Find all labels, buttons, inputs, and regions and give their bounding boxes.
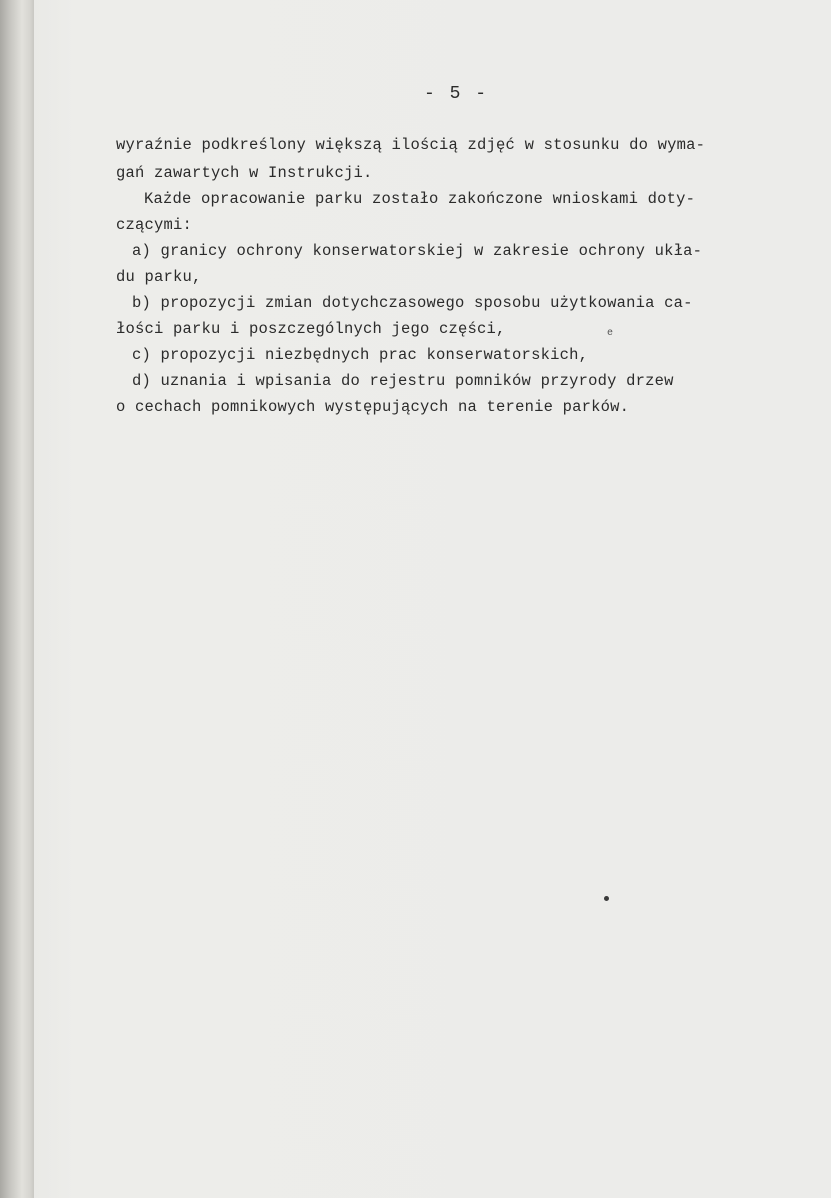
text-line-11: o cechach pomnikowych występujących na terenie parków. (116, 398, 630, 416)
text-line-5: a) granicy ochrony konserwatorskiej w zakresie ochrony ukła- (132, 242, 703, 260)
document-page (34, 0, 831, 1198)
text-line-1: wyraźnie podkreślony większą ilością zdjęć w stosunku do wyma- (116, 136, 706, 154)
text-line-4: czącymi: (116, 216, 193, 234)
text-line-7: b) propozycji zmian dotychczasowego sposobu użytkowania ca- (132, 294, 693, 312)
text-line-9: c) propozycji niezbędnych prac konserwatorskich, (132, 346, 589, 364)
text-line-6: du parku, (116, 268, 202, 286)
text-line-8: łości parku i poszczególnych jego części, (116, 320, 506, 338)
page-number: - 5 - (424, 84, 489, 104)
text-line-10: d) uznania i wpisania do rejestru pomników przyrody drzew (132, 372, 674, 390)
binding-edge (0, 0, 34, 1198)
text-line-3: Każde opracowanie parku zostało zakończone wnioskami doty- (144, 190, 696, 208)
stray-mark-small: e (607, 328, 614, 339)
text-line-2: gań zawartych w Instrukcji. (116, 164, 373, 182)
stray-dot (604, 896, 609, 901)
